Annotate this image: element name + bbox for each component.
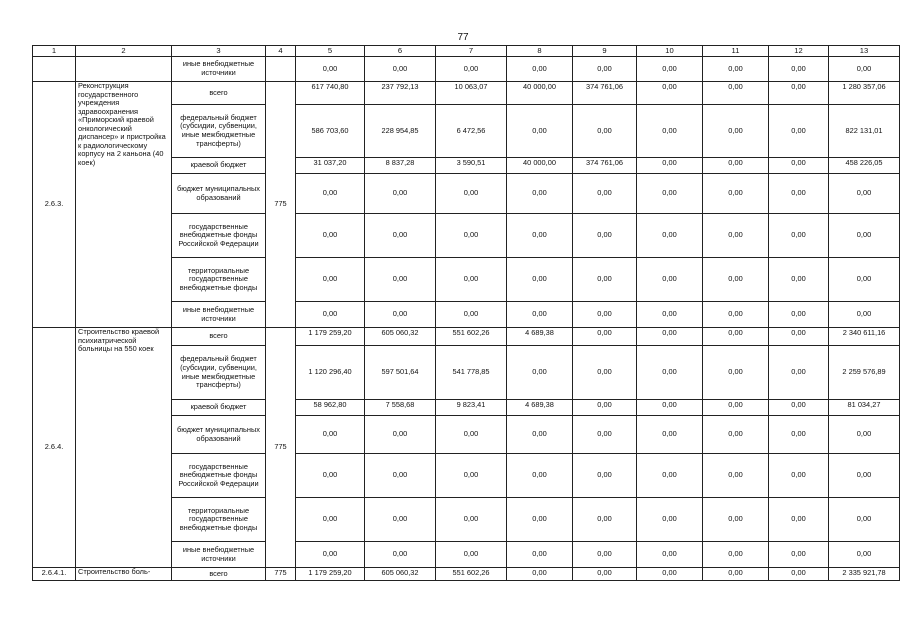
funding-source: краевой бюджет xyxy=(172,400,266,416)
value-cell: 1 179 259,20 xyxy=(296,568,365,581)
value-cell: 0,00 xyxy=(829,214,900,258)
value-cell: 0,00 xyxy=(365,302,436,328)
value-cell: 7 558,68 xyxy=(365,400,436,416)
value-cell: 0,00 xyxy=(637,498,703,542)
value-cell: 586 703,60 xyxy=(296,105,365,158)
value-cell: 0,00 xyxy=(637,400,703,416)
value-cell: 0,00 xyxy=(365,454,436,498)
header-cell: 11 xyxy=(703,46,769,57)
value-cell: 0,00 xyxy=(573,57,637,82)
value-cell: 0,00 xyxy=(507,258,573,302)
value-cell: 0,00 xyxy=(769,302,829,328)
value-cell: 0,00 xyxy=(829,416,900,454)
value-cell: 31 037,20 xyxy=(296,158,365,174)
value-cell: 0,00 xyxy=(703,346,769,400)
value-cell: 0,00 xyxy=(365,214,436,258)
value-cell: 1 179 259,20 xyxy=(296,328,365,346)
value-cell: 2 340 611,16 xyxy=(829,328,900,346)
value-cell: 0,00 xyxy=(769,82,829,105)
item-code: 2.6.4.1. xyxy=(33,568,76,581)
value-cell: 1 280 357,06 xyxy=(829,82,900,105)
value-cell: 0,00 xyxy=(507,346,573,400)
value-cell: 0,00 xyxy=(573,328,637,346)
funding-source: бюджет муниципальных образований xyxy=(172,174,266,214)
value-cell: 0,00 xyxy=(296,416,365,454)
value-cell: 0,00 xyxy=(365,498,436,542)
value-cell: 0,00 xyxy=(573,416,637,454)
funding-source: иные внебюджетные источники xyxy=(172,302,266,328)
value-cell: 0,00 xyxy=(637,174,703,214)
value-cell: 0,00 xyxy=(829,454,900,498)
value-cell: 374 761,06 xyxy=(573,82,637,105)
value-cell: 0,00 xyxy=(507,568,573,581)
value-cell: 0,00 xyxy=(703,542,769,568)
value-cell: 605 060,32 xyxy=(365,328,436,346)
value-cell: 0,00 xyxy=(436,174,507,214)
value-cell: 0,00 xyxy=(703,214,769,258)
value-cell: 0,00 xyxy=(573,400,637,416)
value-cell: 0,00 xyxy=(507,302,573,328)
header-cell: 12 xyxy=(769,46,829,57)
page-number: 77 xyxy=(457,32,469,43)
value-cell: 0,00 xyxy=(829,302,900,328)
funding-source: государственные внебюджетные фонды Российской Федерации xyxy=(172,214,266,258)
value-cell: 0,00 xyxy=(703,105,769,158)
header-cell: 9 xyxy=(573,46,637,57)
table-row xyxy=(33,82,900,105)
value-cell: 0,00 xyxy=(637,542,703,568)
value-cell: 0,00 xyxy=(829,57,900,82)
value-cell: 0,00 xyxy=(829,174,900,214)
header-cell: 1 xyxy=(33,46,76,57)
value-cell: 0,00 xyxy=(296,302,365,328)
value-cell: 0,00 xyxy=(436,214,507,258)
value-cell: 58 962,80 xyxy=(296,400,365,416)
value-cell: 0,00 xyxy=(296,214,365,258)
value-cell: 0,00 xyxy=(436,416,507,454)
value-cell: 0,00 xyxy=(436,302,507,328)
value-cell: 617 740,80 xyxy=(296,82,365,105)
budget-table xyxy=(32,45,900,581)
value-cell: 4 689,38 xyxy=(507,328,573,346)
value-cell: 0,00 xyxy=(573,346,637,400)
value-cell: 0,00 xyxy=(507,214,573,258)
header-cell: 6 xyxy=(365,46,436,57)
table-row xyxy=(33,568,900,581)
value-cell: 0,00 xyxy=(573,302,637,328)
funding-source: всего xyxy=(172,82,266,105)
value-cell: 0,00 xyxy=(365,542,436,568)
source-cell: иные внебюджетные источники xyxy=(172,57,266,82)
value-cell: 541 778,85 xyxy=(436,346,507,400)
value-cell: 0,00 xyxy=(769,454,829,498)
funding-source: всего xyxy=(172,328,266,346)
funding-source: краевой бюджет xyxy=(172,158,266,174)
value-cell: 0,00 xyxy=(637,214,703,258)
value-cell: 0,00 xyxy=(296,258,365,302)
value-cell: 0,00 xyxy=(769,105,829,158)
item-code: 2.6.3. xyxy=(33,82,76,328)
value-cell: 0,00 xyxy=(365,416,436,454)
value-cell: 0,00 xyxy=(637,158,703,174)
value-cell: 0,00 xyxy=(436,498,507,542)
value-cell: 0,00 xyxy=(703,158,769,174)
value-cell: 0,00 xyxy=(769,174,829,214)
value-cell: 822 131,01 xyxy=(829,105,900,158)
funding-source: всего xyxy=(172,568,266,581)
value-cell: 0,00 xyxy=(769,498,829,542)
value-cell: 0,00 xyxy=(573,105,637,158)
table-row xyxy=(33,328,900,346)
value-cell: 0,00 xyxy=(365,57,436,82)
value-cell: 6 472,56 xyxy=(436,105,507,158)
description-cell xyxy=(76,57,172,82)
value-cell: 0,00 xyxy=(703,82,769,105)
executor-code: 775 xyxy=(266,328,296,568)
value-cell: 0,00 xyxy=(829,258,900,302)
header-cell: 8 xyxy=(507,46,573,57)
value-cell: 0,00 xyxy=(637,328,703,346)
value-cell: 0,00 xyxy=(703,57,769,82)
value-cell: 228 954,85 xyxy=(365,105,436,158)
value-cell: 2 335 921,78 xyxy=(829,568,900,581)
value-cell: 0,00 xyxy=(507,498,573,542)
value-cell: 551 602,26 xyxy=(436,328,507,346)
value-cell: 0,00 xyxy=(296,57,365,82)
funding-source: государственные внебюджетные фонды Российской Федерации xyxy=(172,454,266,498)
value-cell: 551 602,26 xyxy=(436,568,507,581)
value-cell: 0,00 xyxy=(637,346,703,400)
value-cell: 0,00 xyxy=(637,105,703,158)
value-cell: 9 823,41 xyxy=(436,400,507,416)
value-cell: 0,00 xyxy=(365,258,436,302)
header-cell: 10 xyxy=(637,46,703,57)
value-cell: 0,00 xyxy=(637,57,703,82)
header-cell: 5 xyxy=(296,46,365,57)
value-cell: 0,00 xyxy=(365,174,436,214)
executor-code: 775 xyxy=(266,568,296,581)
value-cell: 0,00 xyxy=(703,400,769,416)
header-row xyxy=(33,46,900,57)
value-cell: 0,00 xyxy=(573,214,637,258)
value-cell: 0,00 xyxy=(769,346,829,400)
value-cell: 0,00 xyxy=(436,454,507,498)
value-cell: 0,00 xyxy=(296,498,365,542)
code-cell xyxy=(33,57,76,82)
col4-cell xyxy=(266,57,296,82)
item-description: Реконструкция государственного учреждения здравоохранения «Приморский краевой онкологический диспансер» и пристройка к радиологическому корпусу на 2 каньона (40 коек) xyxy=(76,82,172,328)
value-cell: 3 590,51 xyxy=(436,158,507,174)
value-cell: 605 060,32 xyxy=(365,568,436,581)
value-cell: 0,00 xyxy=(507,174,573,214)
value-cell: 0,00 xyxy=(507,416,573,454)
value-cell: 0,00 xyxy=(703,174,769,214)
value-cell: 0,00 xyxy=(637,258,703,302)
value-cell: 0,00 xyxy=(769,214,829,258)
value-cell: 0,00 xyxy=(703,454,769,498)
value-cell: 0,00 xyxy=(637,454,703,498)
value-cell: 81 034,27 xyxy=(829,400,900,416)
header-cell: 2 xyxy=(76,46,172,57)
value-cell: 0,00 xyxy=(507,542,573,568)
header-cell: 13 xyxy=(829,46,900,57)
value-cell: 0,00 xyxy=(769,57,829,82)
value-cell: 40 000,00 xyxy=(507,158,573,174)
header-cell: 4 xyxy=(266,46,296,57)
value-cell: 0,00 xyxy=(573,454,637,498)
value-cell: 0,00 xyxy=(507,57,573,82)
header-cell: 7 xyxy=(436,46,507,57)
value-cell: 8 837,28 xyxy=(365,158,436,174)
funding-source: федеральный бюджет (субсидии, субвенции, иные межбюджетные трансферты) xyxy=(172,105,266,158)
value-cell: 0,00 xyxy=(436,542,507,568)
value-cell: 0,00 xyxy=(573,174,637,214)
value-cell: 0,00 xyxy=(436,258,507,302)
value-cell: 0,00 xyxy=(573,258,637,302)
value-cell: 0,00 xyxy=(829,542,900,568)
table-row xyxy=(33,57,900,82)
value-cell: 0,00 xyxy=(637,416,703,454)
funding-source: федеральный бюджет (субсидии, субвенции, иные межбюджетные трансферты) xyxy=(172,346,266,400)
value-cell: 0,00 xyxy=(507,454,573,498)
value-cell: 0,00 xyxy=(769,542,829,568)
value-cell: 0,00 xyxy=(769,400,829,416)
value-cell: 0,00 xyxy=(436,57,507,82)
value-cell: 10 063,07 xyxy=(436,82,507,105)
value-cell: 374 761,06 xyxy=(573,158,637,174)
value-cell: 0,00 xyxy=(637,568,703,581)
value-cell: 0,00 xyxy=(703,498,769,542)
value-cell: 0,00 xyxy=(573,542,637,568)
value-cell: 0,00 xyxy=(296,542,365,568)
value-cell: 1 120 296,40 xyxy=(296,346,365,400)
item-description: Строительство боль- xyxy=(76,568,172,581)
value-cell: 237 792,13 xyxy=(365,82,436,105)
value-cell: 0,00 xyxy=(703,416,769,454)
value-cell: 458 226,05 xyxy=(829,158,900,174)
value-cell: 0,00 xyxy=(769,568,829,581)
value-cell: 0,00 xyxy=(703,302,769,328)
value-cell: 2 259 576,89 xyxy=(829,346,900,400)
funding-source: территориальные государственные внебюджетные фонды xyxy=(172,498,266,542)
value-cell: 0,00 xyxy=(637,82,703,105)
funding-source: территориальные государственные внебюджетные фонды xyxy=(172,258,266,302)
value-cell: 0,00 xyxy=(829,498,900,542)
funding-source: бюджет муниципальных образований xyxy=(172,416,266,454)
item-code: 2.6.4. xyxy=(33,328,76,568)
value-cell: 0,00 xyxy=(703,568,769,581)
funding-source: иные внебюджетные источники xyxy=(172,542,266,568)
value-cell: 0,00 xyxy=(296,174,365,214)
value-cell: 0,00 xyxy=(296,454,365,498)
value-cell: 0,00 xyxy=(769,328,829,346)
value-cell: 0,00 xyxy=(637,302,703,328)
header-cell: 3 xyxy=(172,46,266,57)
value-cell: 0,00 xyxy=(769,258,829,302)
value-cell: 4 689,38 xyxy=(507,400,573,416)
value-cell: 0,00 xyxy=(703,258,769,302)
value-cell: 597 501,64 xyxy=(365,346,436,400)
value-cell: 0,00 xyxy=(769,416,829,454)
item-description: Строительство краевой психиатрической больницы на 550 коек xyxy=(76,328,172,568)
value-cell: 0,00 xyxy=(769,158,829,174)
value-cell: 0,00 xyxy=(573,568,637,581)
value-cell: 0,00 xyxy=(703,328,769,346)
value-cell: 40 000,00 xyxy=(507,82,573,105)
value-cell: 0,00 xyxy=(573,498,637,542)
value-cell: 0,00 xyxy=(507,105,573,158)
executor-code: 775 xyxy=(266,82,296,328)
